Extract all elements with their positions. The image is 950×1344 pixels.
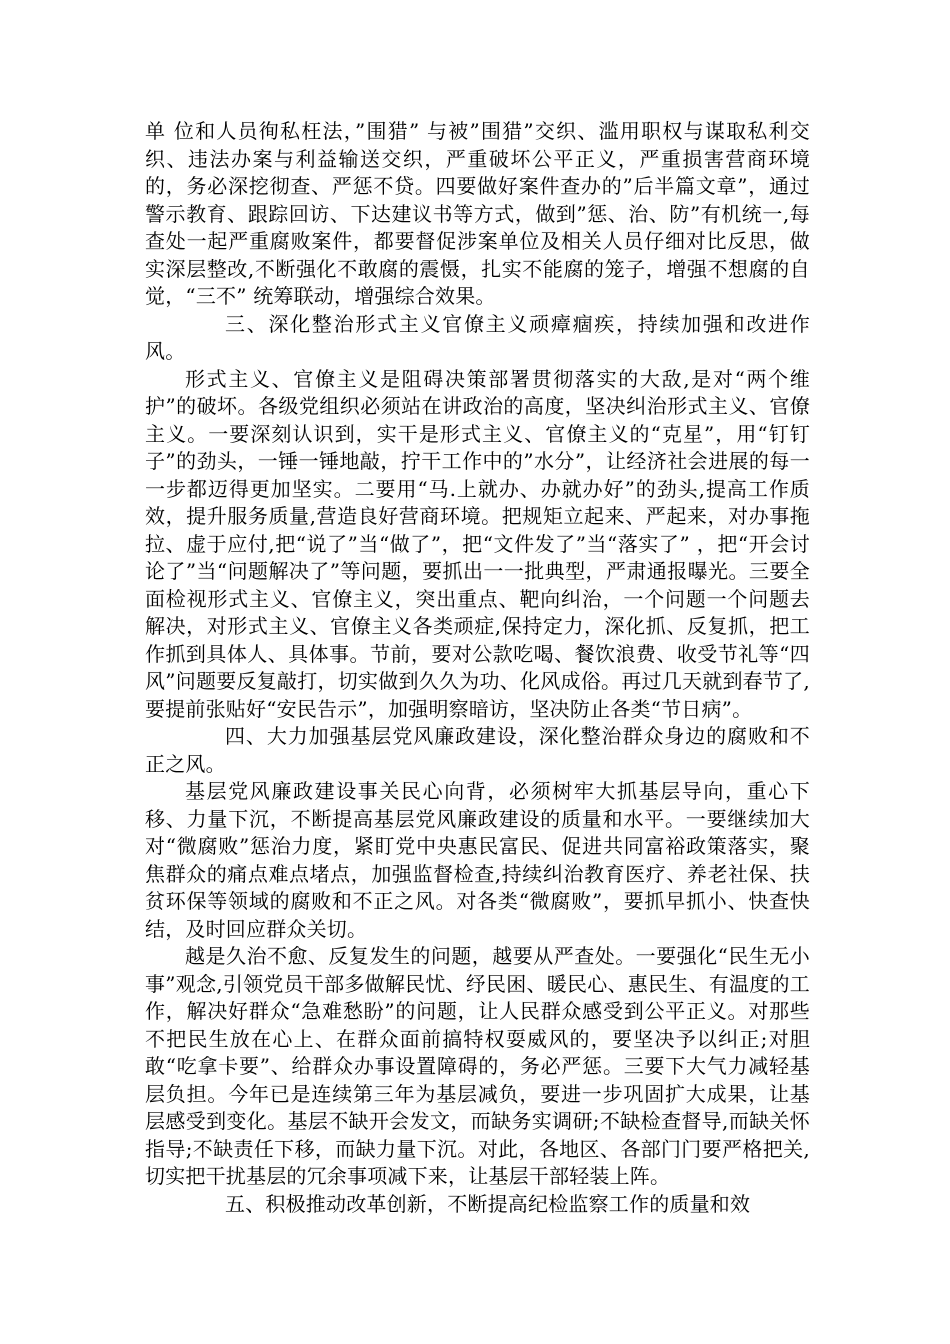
- section-heading-3: 三、深化整治形式主义官僚主义顽瘴痼疾，持续加强和改进作风。: [145, 311, 810, 363]
- section-heading-4: 四、大力加强基层党风廉政建设，深化整治群众身边的腐败和不正之风。: [145, 724, 810, 776]
- paragraph-formalism: 形式主义、官僚主义是阻碍决策部署贯彻落实的大敌,是对“两个维护”的破坏。各级党组织必须站在讲政治的高度，坚决纠治形式主义、官僚主义。一要深刻认识到，实干是形式主义、官僚主义的“克星”，用“钉钉子”的劲头，一锤一锤地敲，拧干工作中的”水分”，让经济社会进展的每一一步都迈得更加坚实。二要用“马.上就办、办就办好”的劲头,提高工作质效，提升服务质量,营造良好营商环境。把规矩立起来、严起来，对办事拖拉、虚于应付,把“说了”当“做了”，把“文件发了”当“落实了” ，把“开会讨论了”当“问题解决了”等问题，要抓出一一批典型，严肃通报曝光。三要全面检视形式主义、官僚主义，突出重点、靶向纠治，一个问题一个问题去解决，对形式主义、官僚主义各类顽症,保持定力，深化抓、反复抓，把工作抓到具体人、具体事。节前，要对公款吃喝、餐饮浪费、收受节礼等“四风”问题要反复敲打，切实做到久久为功、化风成俗。再过几天就到春节了,要提前张贴好“安民告示”，加强明察暗访，坚决防止各类“节日病”。: [145, 366, 810, 721]
- paragraph-continuation: 单 位和人员徇私枉法，”围猎” 与被”围猎”交织、滥用职权与谋取私利交织、违法办案与利益输送交织，严重破坏公平正义，严重损害营商环境的，务必深挖彻查、严惩不贷。四要做好案件查办的”后半篇文章”，通过警示教育、跟踪回访、下达建议书等方式，做到”惩、治、防”有机统一,每查处一起严重腐败案件，都要督促涉案单位及相关人员仔细对比反思，做实深层整改,不断强化不敢腐的震慑，扎实不能腐的笼子，增强不想腐的自觉，“三不” 统筹联动，增强综合效果。: [145, 119, 810, 308]
- document-body: [145, 118, 810, 1218]
- paragraph-grassroots: 基层党风廉政建设事关民心向背，必须树牢大抓基层导向，重心下移、力量下沉，不断提高基层党风廉政建设的质量和水平。一要继续加大对“微腐败”惩治力度，紧盯党中央惠民富民、促进共同富裕政策落实，聚焦群众的痛点难点堵点，加强监督检查,持续纠治教育医疗、养老社保、扶贫环保等领域的腐败和不正之风。对各类“微腐败”，要抓早抓小、快查快结，及时回应群众关切。: [145, 779, 810, 941]
- section-heading-5: 五、积极推动改革创新，不断提高纪检监察工作的质量和效: [225, 1191, 751, 1216]
- paragraph-strict-handling: 越是久治不愈、反复发生的问题，越要从严查处。一要强化“民生无小事”观念,引领党员干部多做解民忧、纾民困、暖民心、惠民生、有温度的工作，解决好群众“急难愁盼”的问题，让人民群众感受到公平正义。对那些不把民生放在心上、在群众面前搞特权耍威风的，要坚决予以纠正;对胆敢“吃拿卡要”、给群众办事设置障碍的，务必严惩。三要下大气力减轻基层负担。今年已是连续第三年为基层减负，要进一步巩固扩大成果，让基层感受到变化。基层不缺开会发文，而缺务实调研;不缺检查督导,而缺关怀指导;不缺责任下移，而缺力量下沉。对此，各地区、各部门门要严格把关,切实把干扰基层的冗余事项减下来，让基层干部轻装上阵。: [145, 944, 810, 1188]
